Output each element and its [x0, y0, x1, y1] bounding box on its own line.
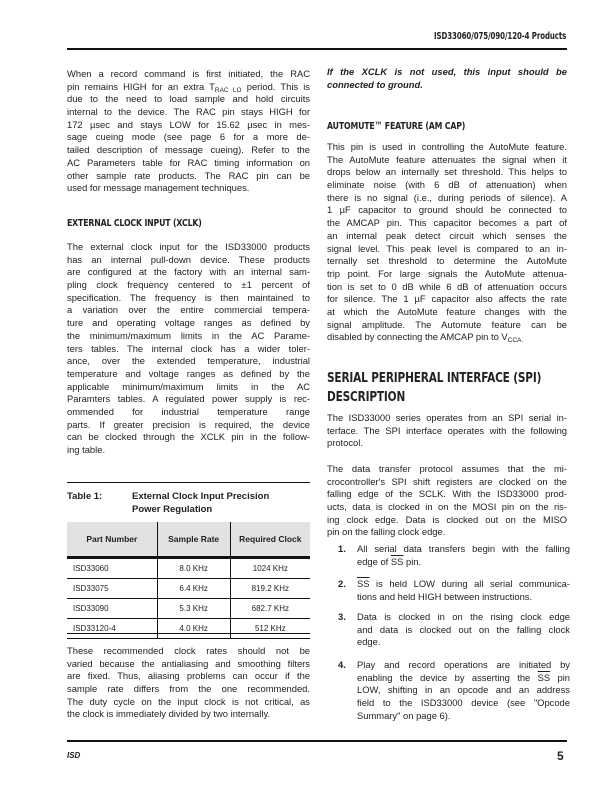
text-line [327, 166, 567, 179]
text-line [357, 684, 570, 697]
text-line [67, 431, 310, 444]
column-header-sample-rate: Sample Rate [157, 522, 230, 558]
text-line [67, 182, 310, 195]
text-run: crocontroller's SPI shift registers are clocked on the [327, 475, 567, 487]
text-line [67, 241, 310, 254]
text-run: edge. [357, 636, 381, 648]
text-run: can be clocked through the XCLK pin in the follow- [67, 431, 310, 443]
text-run: Play and record operations are initiated by [357, 659, 570, 670]
table-row [67, 558, 310, 579]
text-run: other sample rate products. The RAC pin can be [67, 169, 310, 181]
text-run: a variation over the entire commercial tempera- [67, 304, 310, 316]
text-run: If the XCLK is not used, this input should be [327, 66, 567, 77]
footer-rule [67, 740, 567, 742]
text-run: pling clock frequency centered to ±1 percent of [67, 279, 310, 291]
text-run: are fixed. Thus, aliasing problems can occur if the [67, 670, 310, 682]
text-line [327, 306, 567, 319]
text-line [327, 204, 567, 217]
text-line [67, 381, 310, 394]
text-line [357, 710, 570, 723]
table-title [132, 490, 269, 516]
text-line [67, 292, 310, 305]
text-line [67, 279, 310, 292]
text-line [327, 243, 567, 256]
cell-part-number: ISD33120-4 [67, 619, 157, 639]
text-line [357, 672, 570, 685]
text-run: ing table. [67, 444, 106, 455]
text-run: temperature and voltage ranges as defined by the [67, 367, 310, 379]
list-item-text [357, 611, 570, 649]
text-run: tion is set to 0 dB while 6 dB of attenuation occurs [327, 280, 567, 292]
text-run: signal amplitude. The Automute feature can be [327, 318, 567, 330]
text-line [67, 406, 310, 419]
text-line [67, 317, 310, 330]
text-run: 1 µF capacitor to ground should be connected to [327, 204, 567, 216]
text-run: tions and held HIGH between instructions. [357, 590, 533, 602]
paragraph-spi-intro [327, 412, 567, 450]
heading-spi-description [327, 369, 541, 407]
header-rule [67, 48, 567, 50]
table-top-rule [67, 482, 310, 483]
column-header-required-clock: Required Clock [230, 522, 310, 558]
text-line [67, 393, 310, 406]
text-run: are configured at the factory with an internal sam- [67, 266, 310, 278]
paragraph-data-transfer [327, 463, 567, 539]
text-run: ucts, data is clocked in on the MOSI pin on the ris- [327, 501, 567, 513]
paragraph-rac-timing [67, 68, 310, 195]
text-line [67, 157, 310, 170]
text-run: applicable minimum/maximum limits in the AC [67, 380, 310, 392]
text-line [67, 93, 310, 106]
text-line [67, 708, 310, 721]
text-line [357, 578, 570, 591]
text-line [327, 217, 567, 230]
text-line [67, 144, 310, 157]
text-line [357, 591, 570, 604]
text-run: ance, over the extended temperature, industrial [67, 355, 310, 367]
text-line [327, 154, 567, 167]
text-line [357, 556, 570, 569]
text-line [67, 119, 310, 132]
text-run: tailed description of message cueing). Refer to the [67, 144, 310, 156]
text-run: The external clock input for the ISD33000 products [67, 241, 310, 252]
cell-sample-rate: 6.4 KHz [157, 579, 230, 599]
text-run: ing clock edge. Data is clocked out on the MISO [327, 513, 567, 525]
text-line [327, 293, 567, 306]
text-run: falling edge of the SCLK. With the ISD33000 prod- [327, 488, 567, 500]
text-line [327, 331, 567, 344]
text-line [67, 68, 310, 81]
text-line [67, 170, 310, 183]
text-line [67, 444, 310, 457]
text-line [327, 526, 567, 539]
text-line [67, 670, 310, 683]
list-item-number: 4. [338, 659, 346, 670]
list-item-number: 2. [338, 578, 346, 589]
text-line [67, 645, 310, 658]
text-line [327, 514, 567, 527]
text-run: The data transfer protocol assumes that the mi- [327, 463, 567, 474]
text-line [67, 106, 310, 119]
text-run: drops below an internally set threshold. This helps to [327, 166, 567, 178]
text-run: field to the ISD33000 device (see "Opcode [357, 697, 570, 709]
text-line [327, 255, 567, 268]
column-header-part-number: Part Number [67, 522, 157, 558]
text-line [357, 697, 570, 710]
text-run: at which the AutoMute feature changes with the [327, 305, 567, 317]
text-line [67, 419, 310, 432]
table-header-row [67, 522, 310, 558]
footer-brand: ISD [67, 751, 81, 760]
text-run: ommended for industrial temperature range [67, 405, 310, 417]
text-line [327, 463, 567, 476]
text-line [67, 81, 310, 94]
text-line [327, 141, 567, 154]
text-line [67, 304, 310, 317]
text-line [67, 658, 310, 671]
table-row [67, 579, 310, 599]
text-run: connected to ground. [327, 78, 423, 90]
list-item-text [357, 543, 570, 568]
text-line [357, 611, 570, 624]
list-item-number: 3. [338, 611, 346, 622]
text-line [357, 624, 570, 637]
paragraph-clock-rates [67, 645, 310, 721]
overline-signal-name: $\overline{SS}$ [390, 555, 404, 567]
text-run: signal level. This peak level is compared to an in- [327, 242, 567, 254]
text-run: pin. [403, 555, 422, 567]
text-run: When a record command is first initiated, the RAC [67, 68, 310, 79]
text-line [327, 488, 567, 501]
cell-part-number: ISD33060 [67, 558, 157, 579]
cell-sample-rate: 4.0 KHz [157, 619, 230, 639]
text-line [67, 368, 310, 381]
text-line [327, 79, 567, 92]
paragraph-automute [327, 141, 567, 344]
text-run: LOW, shifting in an opcode and an address [357, 684, 570, 696]
table-row [67, 599, 310, 619]
text-run: pin on the falling clock edge. [327, 526, 446, 538]
cell-required-clock: 819.2 KHz [230, 579, 310, 599]
list-item-number: 1. [338, 543, 346, 554]
text-run: there is no signal (i.e., during periods of silence). A [327, 191, 567, 203]
cell-sample-rate: 8.0 KHz [157, 558, 230, 579]
text-run: These recommended clock rates should not be [67, 645, 310, 656]
text-line [327, 476, 567, 489]
list-item-text [357, 578, 570, 603]
text-line [327, 179, 567, 192]
overline-signal-name: $\overline{SS}$ [537, 671, 551, 683]
text-run: Data is clocked in on the rising clock edge [357, 611, 570, 622]
cell-required-clock: 1024 KHz [230, 558, 310, 579]
text-run: All serial data transfers begin with the falling [357, 543, 570, 554]
text-run: sage cueing mode (see page 6 for a more de- [67, 131, 310, 143]
text-run: period. This is [241, 80, 310, 92]
cell-part-number: ISD33075 [67, 579, 157, 599]
list-item-text [357, 659, 570, 723]
subscript-text: RAC LO [214, 86, 242, 94]
text-run: and data is clocked out on the falling clock [357, 623, 570, 635]
text-line [357, 636, 570, 649]
text-run: This pin is used in controlling the AutoMute feature. [327, 141, 567, 152]
text-run: used for message management techniques. [67, 182, 250, 194]
overline-signal-name: $\overline{SS}$ [357, 578, 370, 589]
text-line [67, 355, 310, 368]
running-header-title: ISD33060/075/090/120-4 Products [433, 31, 566, 42]
text-run: the AMCAP pin. This capacitor becomes a part of [327, 217, 567, 229]
text-run: for silence. The 1 µF capacitor also affects the rate [327, 293, 567, 305]
text-run: The AutoMute feature attenuates the signal when it [327, 153, 567, 165]
text-line [67, 254, 310, 267]
text-run: trip point. For large signals the AutoMute attenua- [327, 267, 567, 279]
text-run: ternally set threshold to determine the AutoMute [327, 255, 567, 267]
text-line [67, 683, 310, 696]
text-line [327, 437, 567, 450]
text-run: the minimum/maximum limits in the AC Parame- [67, 329, 310, 341]
table-bottom-rule [67, 633, 310, 634]
text-line [327, 268, 567, 281]
text-run: AC Parameters table for RAC timing information on [67, 156, 310, 168]
text-run: pin remains HIGH for an extra T [67, 80, 215, 92]
text-run: sample rate differs from the one recommended. [67, 683, 310, 695]
clock-table [67, 522, 310, 639]
text-run: varied because the antialiasing and smoothing filters [67, 657, 310, 669]
text-line [327, 319, 567, 332]
text-run: Summary" on page 6). [357, 709, 451, 721]
text-run: is held LOW during all serial communica- [369, 578, 570, 589]
text-line [67, 266, 310, 279]
page-number: 5 [557, 749, 564, 763]
heading-line: DESCRIPTION [327, 389, 406, 405]
table-label: Table 1: [67, 491, 103, 502]
text-run: due to the need to load sample and hold circuits [67, 93, 310, 105]
text-line [67, 343, 310, 356]
text-run: the clock is immediately divided by two internally. [67, 708, 271, 720]
text-run: an internal peak detect circuit which senses the [327, 229, 567, 241]
text-run: parts. If greater precision is required, the device [67, 418, 310, 430]
heading-automute-feature: AUTOMUTE™ FEATURE (AM CAP) [327, 121, 466, 132]
text-run: specification. The frequency is then maintained to [67, 291, 310, 303]
heading-line: SERIAL PERIPHERAL INTERFACE (SPI) [327, 370, 542, 386]
cell-sample-rate: 5.3 KHz [157, 599, 230, 619]
text-run: terface. The SPI interface operates with the following [327, 424, 567, 436]
text-run: The ISD33000 series operates from an SPI serial in- [327, 412, 567, 423]
text-line [327, 412, 567, 425]
text-run: enabling the device by asserting the [357, 671, 538, 683]
text-run: ters tables. The internal clock has a wider toler- [67, 342, 310, 354]
cell-required-clock: 682.7 KHz [230, 599, 310, 619]
text-line [327, 281, 567, 294]
text-line [327, 501, 567, 514]
text-run: has an internal pull-down device. These products [67, 253, 310, 265]
text-run: disabled by connecting the AMCAP pin to V [327, 331, 508, 343]
text-line [357, 659, 570, 672]
text-run: The duty cycle on the input clock is not critical, as [67, 695, 310, 707]
text-line [327, 66, 567, 79]
text-line [327, 192, 567, 205]
text-line [327, 230, 567, 243]
paragraph-external-clock [67, 241, 310, 457]
text-run: pin [550, 671, 570, 683]
text-run: 172 µsec and stays LOW for 15.62 µsec in mes- [67, 118, 310, 130]
text-line [327, 425, 567, 438]
text-run: eliminate noise (with 6 dB of attenuation) when [327, 179, 567, 191]
cell-part-number: ISD33090 [67, 599, 157, 619]
text-run: internal to the device. The RAC pin stays HIGH for [67, 106, 310, 118]
text-line [67, 330, 310, 343]
table-title-line: External Clock Input Precision [132, 491, 270, 502]
heading-external-clock-input: EXTERNAL CLOCK INPUT (XCLK) [67, 218, 202, 229]
text-run: ture and operating voltage ranges as defined by [67, 317, 310, 329]
paragraph-xclk-note [327, 66, 567, 91]
table-row [67, 619, 310, 639]
text-line [67, 696, 310, 709]
text-line [357, 543, 570, 556]
cell-required-clock: 512 KHz [230, 619, 310, 639]
text-line [67, 131, 310, 144]
text-run: Paramters tables. A regulated power supply is rec- [67, 393, 310, 405]
text-run: protocol. [327, 437, 363, 449]
subscript-text: CCA. [507, 337, 524, 345]
text-run: edge of [357, 555, 391, 567]
table-title-line: Power Regulation [132, 504, 213, 515]
